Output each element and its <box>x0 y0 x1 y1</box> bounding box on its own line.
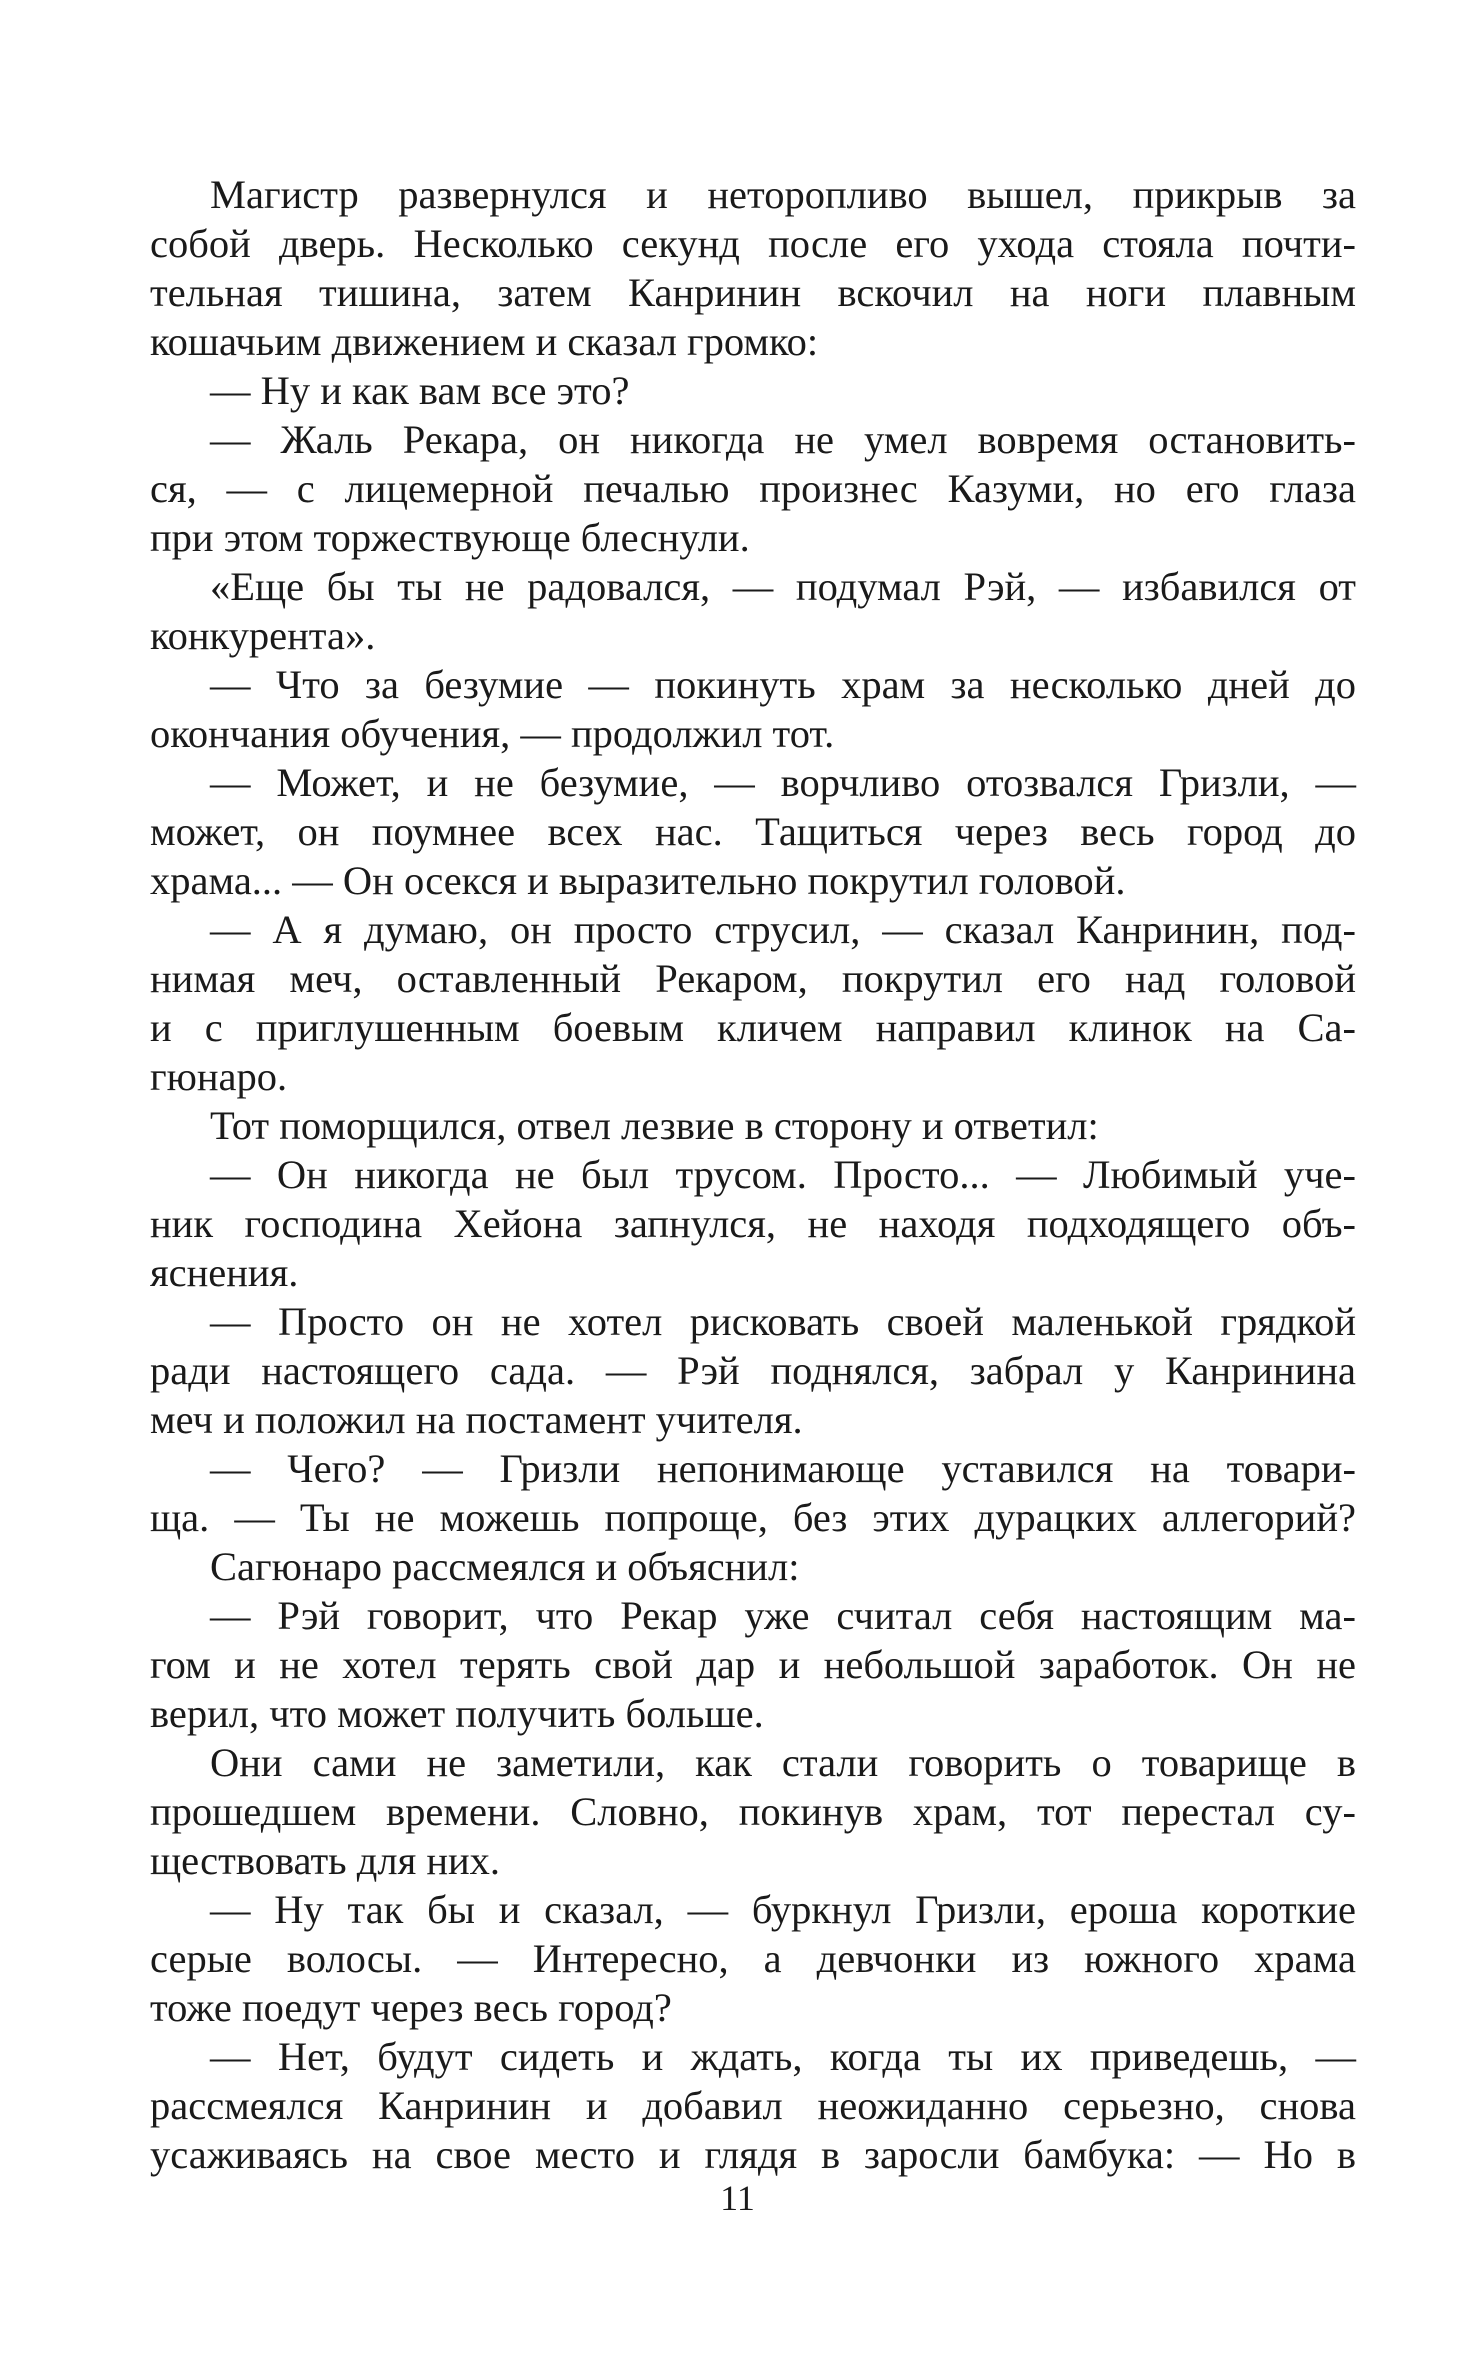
text-line: — Просто он не хотел рисковать своей маленькой грядкой <box>210 1299 1356 1344</box>
text-line: конкурента». <box>150 613 376 658</box>
text-line: Сагюнаро рассмеялся и объяснил: <box>210 1544 800 1589</box>
text-line: и с приглушенным боевым кличем направил клинок на Са- <box>150 1005 1356 1050</box>
text-line: — Нет, будут сидеть и ждать, когда ты их приведешь, — <box>210 2034 1356 2079</box>
text-line: гом и не хотел терять свой дар и небольшой заработок. Он не <box>150 1642 1356 1687</box>
text-line: — Он никогда не был трусом. Просто... — Любимый уче- <box>210 1152 1356 1197</box>
text-line: рассмеялся Канринин и добавил неожиданно серьезно, снова <box>150 2083 1356 2128</box>
text-line: — Чего? — Гризли непонимающе уставился на товари- <box>210 1446 1356 1491</box>
body-text <box>150 170 1356 2179</box>
text-line: — Что за безумие — покинуть храм за несколько дней до <box>210 662 1356 707</box>
text-line: тельная тишина, затем Канринин вскочил на ноги плавным <box>150 270 1356 315</box>
text-line: — Ну и как вам все это? <box>210 368 630 413</box>
text-line: кошачьим движением и сказал громко: <box>150 319 819 364</box>
text-line: — Жаль Рекара, он никогда не умел вовремя остановить- <box>210 417 1356 462</box>
text-line: ся, — с лицемерной печалью произнес Казуми, но его глаза <box>150 466 1356 511</box>
page-number: 11 <box>720 2178 755 2218</box>
text-line: Магистр развернулся и неторопливо вышел, прикрыв за <box>210 172 1356 217</box>
text-line: ща. — Ты не можешь попроще, без этих дурацких аллегорий? <box>150 1495 1356 1540</box>
text-line: ник господина Хейона запнулся, не находя подходящего объ- <box>150 1201 1356 1246</box>
text-line: серые волосы. — Интересно, а девчонки из южного храма <box>150 1936 1356 1981</box>
text-line: верил, что может получить больше. <box>150 1691 764 1736</box>
text-line: ради настоящего сада. — Рэй поднялся, забрал у Канринина <box>150 1348 1356 1393</box>
text-line: — Может, и не безумие, — ворчливо отозвался Гризли, — <box>210 760 1356 805</box>
text-line: гюнаро. <box>150 1054 288 1099</box>
text-line: «Еще бы ты не радовался, — подумал Рэй, — избавился от <box>210 564 1356 609</box>
text-line: Они сами не заметили, как стали говорить о товарище в <box>210 1740 1356 1785</box>
text-line: храма... — Он осекся и выразительно покрутил головой. <box>150 858 1126 903</box>
text-line: усаживаясь на свое место и глядя в заросли бамбука: — Но в <box>150 2132 1356 2177</box>
text-line: окончания обучения, — продолжил тот. <box>150 711 835 756</box>
text-line: — Ну так бы и сказал, — буркнул Гризли, ероша короткие <box>210 1887 1356 1932</box>
text-line: нимая меч, оставленный Рекаром, покрутил его над головой <box>150 956 1356 1001</box>
text-line: Тот поморщился, отвел лезвие в сторону и ответил: <box>210 1103 1099 1148</box>
text-line: меч и положил на постамент учителя. <box>150 1397 803 1442</box>
text-line: тоже поедут через весь город? <box>150 1985 672 2030</box>
text-line: — Рэй говорит, что Рекар уже считал себя настоящим ма- <box>210 1593 1356 1638</box>
text-line: при этом торжествующе блеснули. <box>150 515 750 560</box>
text-line: яснения. <box>150 1250 299 1295</box>
text-line: — А я думаю, он просто струсил, — сказал Канринин, под- <box>210 907 1356 952</box>
text-line: может, он поумнее всех нас. Тащиться через весь город до <box>150 809 1356 854</box>
text-line: ществовать для них. <box>150 1838 501 1883</box>
text-line: собой дверь. Несколько секунд после его ухода стояла почти- <box>150 221 1356 266</box>
text-line: прошедшем времени. Словно, покинув храм, тот перестал су- <box>150 1789 1356 1834</box>
